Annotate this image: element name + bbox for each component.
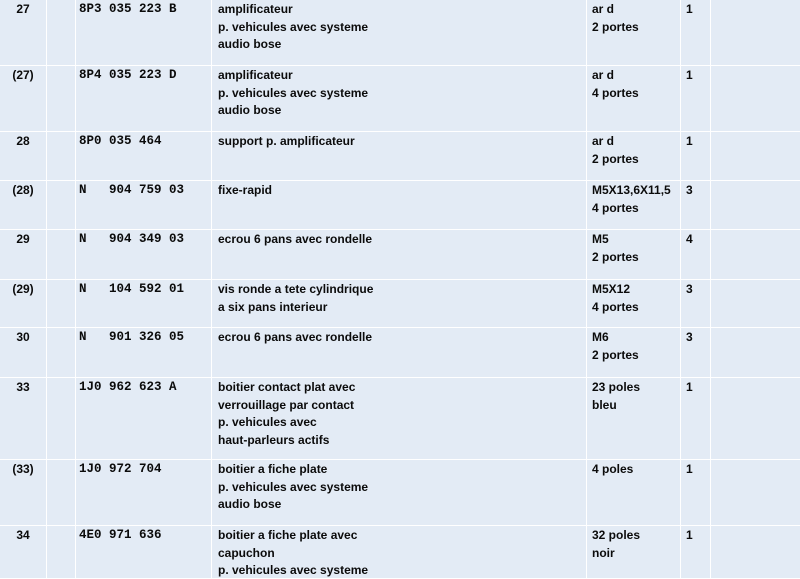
description-cell-text: support p. amplificateur — [218, 134, 355, 148]
extra-cell — [711, 526, 800, 578]
blank-cell — [47, 66, 76, 131]
quantity-cell — [681, 230, 711, 279]
table-row — [0, 132, 800, 181]
remark-cell-text: 2 portes — [592, 151, 639, 166]
description-cell — [212, 280, 587, 327]
position-cell-text: (33) — [12, 462, 34, 476]
quantity-cell — [681, 328, 711, 377]
remark-cell-text: 32 poles — [592, 528, 641, 542]
extra-cell — [711, 66, 800, 131]
table-row — [0, 0, 800, 66]
table-row — [0, 230, 800, 280]
table-row — [0, 526, 800, 579]
remark-cell-text: 23 poles — [592, 380, 641, 394]
remark-cell-text: 4 portes — [592, 200, 639, 215]
part-number-cell-text: 4E0 971 636 — [79, 528, 162, 542]
part-number-cell-text: 1J0 962 623 A — [79, 380, 177, 394]
remark-cell — [587, 0, 681, 65]
description-cell-text: p. vehicules avec systeme — [218, 19, 369, 34]
extra-cell — [711, 280, 800, 327]
extra-cell — [711, 0, 800, 65]
description-cell — [212, 328, 587, 377]
position-cell-text: 29 — [16, 232, 30, 246]
part-number-cell — [76, 460, 212, 525]
quantity-cell-text: 1 — [686, 462, 693, 476]
part-number-cell-text: N 904 349 03 — [79, 232, 185, 246]
description-cell — [212, 132, 587, 180]
description-cell-text: p. vehicules avec systeme — [218, 85, 369, 100]
remark-cell — [587, 526, 681, 578]
table-row — [0, 460, 800, 526]
blank-cell — [47, 132, 76, 180]
remark-cell-text: M5X13,6X11,5 — [592, 183, 671, 197]
position-cell-text: 27 — [16, 2, 30, 16]
description-cell-text: fixe-rapid — [218, 183, 273, 197]
part-number-cell-text: N 904 759 03 — [79, 183, 185, 197]
extra-cell — [711, 181, 800, 229]
remark-cell-text: 2 portes — [592, 347, 639, 362]
extra-cell — [711, 460, 800, 525]
description-cell-text: amplificateur — [218, 2, 293, 16]
description-cell-text: vis ronde a tete cylindrique — [218, 282, 374, 296]
part-number-cell-text: N 901 326 05 — [79, 330, 185, 344]
part-number-cell-text: 8P3 035 223 B — [79, 2, 177, 16]
quantity-cell — [681, 0, 711, 65]
blank-cell — [47, 328, 76, 377]
table-row — [0, 378, 800, 460]
remark-cell-text: 4 portes — [592, 299, 639, 314]
remark-cell — [587, 181, 681, 229]
position-cell — [0, 526, 47, 578]
remark-cell-text: M6 — [592, 330, 609, 344]
description-cell-text: boitier a fiche plate — [218, 462, 328, 476]
remark-cell-text: ar d — [592, 134, 615, 148]
table-row — [0, 181, 800, 230]
description-cell-text: haut-parleurs actifs — [218, 432, 330, 447]
position-cell-text: 33 — [16, 380, 30, 394]
part-number-cell — [76, 181, 212, 229]
quantity-cell — [681, 460, 711, 525]
position-cell — [0, 132, 47, 180]
position-cell — [0, 280, 47, 327]
description-cell-text: boitier contact plat avec — [218, 380, 356, 394]
quantity-cell — [681, 378, 711, 459]
description-cell-text: audio bose — [218, 103, 282, 117]
part-number-cell — [76, 66, 212, 131]
blank-cell — [47, 460, 76, 525]
remark-cell-text: 2 portes — [592, 19, 639, 34]
position-cell — [0, 66, 47, 131]
extra-cell — [711, 132, 800, 180]
quantity-cell-text: 1 — [686, 380, 693, 394]
quantity-cell-text: 1 — [686, 528, 693, 542]
part-number-cell-text: 8P0 035 464 — [79, 134, 162, 148]
remark-cell-text: ar d — [592, 2, 615, 16]
extra-cell — [711, 328, 800, 377]
blank-cell — [47, 526, 76, 578]
description-cell-text: audio bose — [218, 497, 282, 511]
description-cell — [212, 378, 587, 459]
quantity-cell — [681, 181, 711, 229]
quantity-cell-text: 3 — [686, 282, 693, 296]
position-cell — [0, 460, 47, 525]
remark-cell — [587, 328, 681, 377]
quantity-cell — [681, 132, 711, 180]
description-cell — [212, 0, 587, 65]
blank-cell — [47, 0, 76, 65]
part-number-cell — [76, 328, 212, 377]
part-number-cell-text: N 104 592 01 — [79, 282, 185, 296]
position-cell-text: (27) — [12, 68, 34, 82]
remark-cell — [587, 378, 681, 459]
quantity-cell-text: 3 — [686, 330, 693, 344]
quantity-cell — [681, 66, 711, 131]
table-row — [0, 328, 800, 378]
position-cell-text: 30 — [16, 330, 30, 344]
description-cell-text: p. vehicules avec systeme — [218, 563, 369, 577]
description-cell — [212, 526, 587, 578]
part-number-cell-text: 8P4 035 223 D — [79, 68, 177, 82]
description-cell-text: boitier a fiche plate avec — [218, 528, 358, 542]
remark-cell-text: 4 portes — [592, 85, 639, 100]
quantity-cell-text: 4 — [686, 232, 693, 246]
remark-cell-text: 4 poles — [592, 462, 634, 476]
quantity-cell-text: 1 — [686, 134, 693, 148]
extra-cell — [711, 378, 800, 459]
blank-cell — [47, 230, 76, 279]
remark-cell-text: noir — [592, 545, 615, 560]
position-cell — [0, 230, 47, 279]
description-cell — [212, 460, 587, 525]
position-cell-text: 34 — [16, 528, 30, 542]
table-row — [0, 280, 800, 328]
quantity-cell-text: 1 — [686, 68, 693, 82]
remark-cell — [587, 230, 681, 279]
quantity-cell — [681, 280, 711, 327]
remark-cell-text: bleu — [592, 397, 617, 412]
quantity-cell-text: 3 — [686, 183, 693, 197]
description-cell-text: audio bose — [218, 37, 282, 51]
description-cell-text: capuchon — [218, 545, 275, 560]
extra-cell — [711, 230, 800, 279]
description-cell — [212, 230, 587, 279]
part-number-cell-text: 1J0 972 704 — [79, 462, 162, 476]
remark-cell-text: 2 portes — [592, 249, 639, 264]
remark-cell — [587, 280, 681, 327]
position-cell-text: 28 — [16, 134, 30, 148]
part-number-cell — [76, 230, 212, 279]
quantity-cell — [681, 526, 711, 578]
quantity-cell-text: 1 — [686, 2, 693, 16]
position-cell — [0, 0, 47, 65]
remark-cell — [587, 66, 681, 131]
blank-cell — [47, 280, 76, 327]
part-number-cell — [76, 526, 212, 578]
description-cell-text: verrouillage par contact — [218, 397, 355, 412]
remark-cell-text: M5X12 — [592, 282, 631, 296]
description-cell — [212, 181, 587, 229]
description-cell-text: amplificateur — [218, 68, 293, 82]
position-cell-text: (28) — [12, 183, 34, 197]
remark-cell-text: M5 — [592, 232, 609, 246]
part-number-cell — [76, 0, 212, 65]
remark-cell-text: ar d — [592, 68, 615, 82]
description-cell-text: ecrou 6 pans avec rondelle — [218, 330, 373, 344]
blank-cell — [47, 181, 76, 229]
position-cell — [0, 181, 47, 229]
description-cell — [212, 66, 587, 131]
part-number-cell — [76, 378, 212, 459]
remark-cell — [587, 132, 681, 180]
table-row — [0, 66, 800, 132]
description-cell-text: p. vehicules avec — [218, 415, 317, 429]
position-cell — [0, 328, 47, 377]
blank-cell — [47, 378, 76, 459]
part-number-cell — [76, 280, 212, 327]
remark-cell — [587, 460, 681, 525]
description-cell-text: a six pans interieur — [218, 299, 328, 314]
description-cell-text: p. vehicules avec systeme — [218, 479, 369, 494]
position-cell — [0, 378, 47, 459]
position-cell-text: (29) — [12, 282, 34, 296]
description-cell-text: ecrou 6 pans avec rondelle — [218, 232, 373, 246]
part-number-cell — [76, 132, 212, 180]
